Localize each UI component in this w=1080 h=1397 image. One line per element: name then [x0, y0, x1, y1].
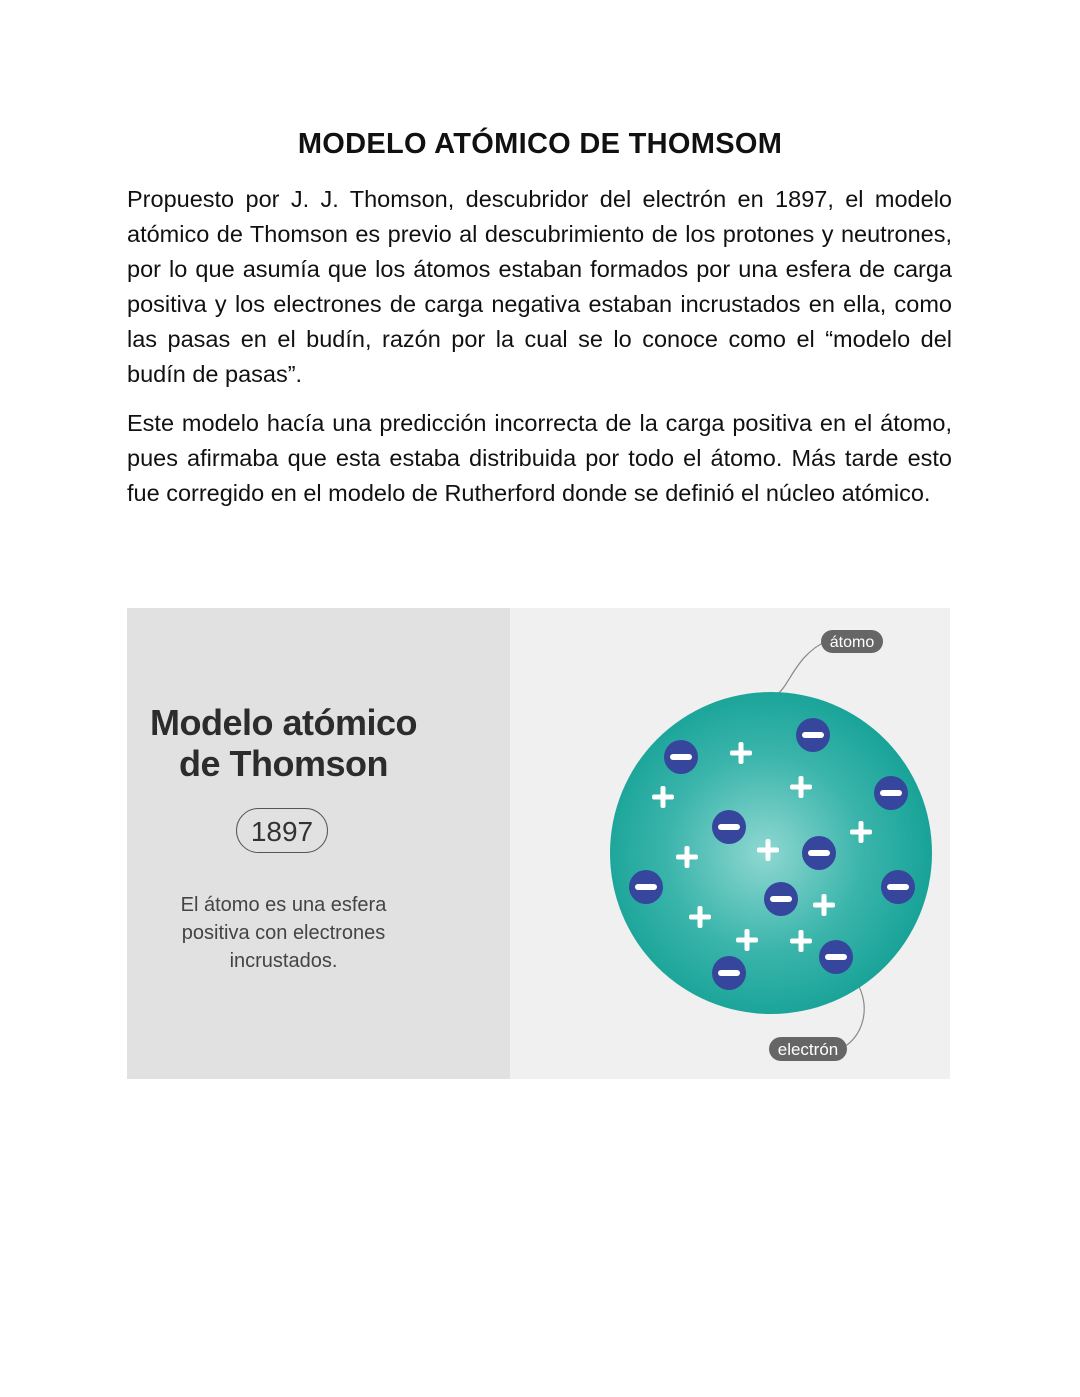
- atom-label-text: átomo: [829, 634, 875, 651]
- description-line: incrustados.: [229, 950, 338, 972]
- description-line: positiva con electrones: [181, 922, 386, 944]
- figure-title-line1: Modelo atómico: [149, 702, 417, 743]
- atom-leader-line: [764, 641, 827, 696]
- electron-label-text: electrón: [777, 1040, 839, 1059]
- electron-icon: [874, 776, 908, 810]
- electron-icon: [819, 940, 853, 974]
- year-badge: 1897: [236, 808, 328, 853]
- page-title: MODELO ATÓMICO DE THOMSOM: [297, 128, 783, 160]
- thomson-model-figure: [127, 608, 950, 1079]
- figure-title-line2: de Thomson: [179, 743, 388, 784]
- electron-label: [769, 1037, 847, 1061]
- positive-sphere: [610, 692, 932, 1014]
- paragraph-intro: Propuesto por J. J. Thomson, descubridor del electrón en 1897, el modelo atómico de Thomson es previo al descubrimiento de los protones y neutrones, por lo que asumía que los átomos estaban formados por una esfera de carga positiva y los electrones de carga negativa estaban incrustados en ella, como las pasas en el budín, razón por la cual se lo conoce como el “modelo del budín de pasas”.: [127, 186, 952, 387]
- electron-icon: [629, 870, 663, 904]
- atom-label: [821, 630, 883, 653]
- description-line: El átomo es una esfera: [180, 894, 387, 916]
- electron-icon: [712, 810, 746, 844]
- electron-icon: [664, 740, 698, 774]
- electron-icon: [802, 836, 836, 870]
- paragraph-prediction: Este modelo hacía una predicción incorrecta de la carga positiva en el átomo, pues afirmaba que esta estaba distribuida por todo el átomo. Más tarde esto fue corregido en el modelo de Rutherford donde se definió el núcleo atómico.: [127, 410, 952, 506]
- atom-diagram: [127, 608, 950, 1079]
- electron-icon: [764, 882, 798, 916]
- electron-icon: [881, 870, 915, 904]
- electron-icon: [796, 718, 830, 752]
- electron-icon: [712, 956, 746, 990]
